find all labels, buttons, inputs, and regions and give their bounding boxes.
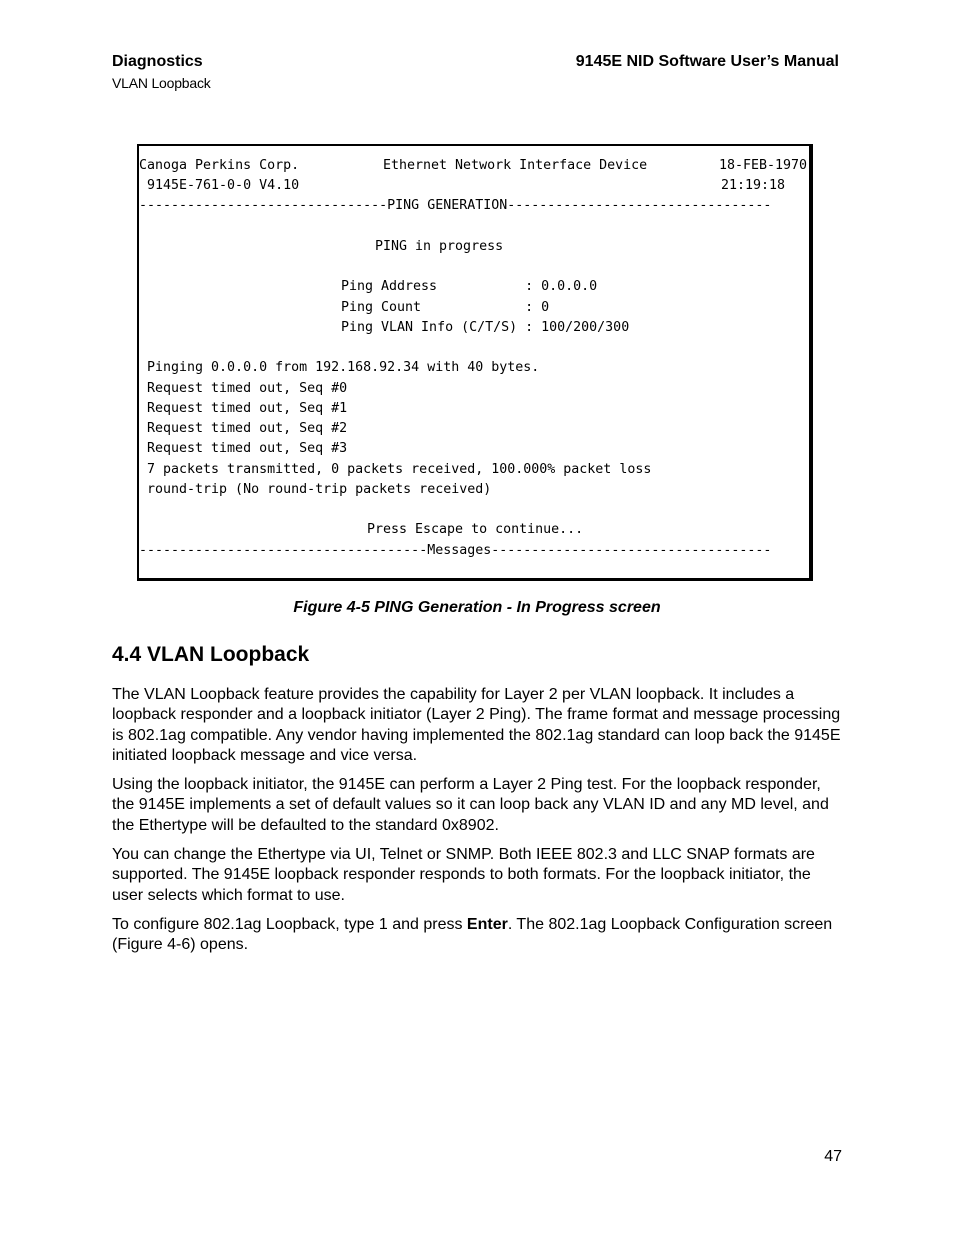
terminal-time: 21:19:18 — [721, 178, 786, 193]
terminal-section-divider: -------------------------------PING GENERATION--------------------------------- — [139, 198, 772, 213]
body-paragraph: You can change the Ethertype via UI, Telnet or SNMP. Both IEEE 802.3 and LLC SNAP formats are supported. The 9145E loopback responder responds to both formats. For the loopback initiator, the user selects which format to use. — [112, 846, 815, 904]
terminal-output-line: Request timed out, Seq #1 — [147, 401, 348, 416]
header-subsection-title: VLAN Loopback — [112, 75, 211, 91]
body-paragraph-enter — [112, 915, 842, 956]
terminal-screen — [137, 144, 813, 581]
header-section-title: Diagnostics — [112, 53, 203, 70]
terminal-output-line: Request timed out, Seq #3 — [147, 441, 348, 456]
paragraph-text: . The 802.1ag Loopback Configuration screen (Figure 4-6) opens. — [112, 916, 833, 954]
section-heading: 4.4 VLAN Loopback — [112, 643, 310, 666]
enter-key-term: Enter — [466, 916, 508, 933]
terminal-output-line: round-trip (No round-trip packets received) — [147, 482, 492, 497]
body-paragraph: Using the loopback initiator, the 9145E can perform a Layer 2 Ping test. For the loopback responder, the 9145E implements a set of default values so it can loop back any VLAN ID and any MD level, and the Ethertype will be defaulted to the standard 0x8902. — [112, 776, 829, 834]
terminal-ping-vlan: Ping VLAN Info (C/T/S) : 100/200/300 — [341, 320, 630, 335]
terminal-escape-prompt: Press Escape to continue... — [367, 522, 584, 537]
terminal-ping-address: Ping Address : 0.0.0.0 — [341, 279, 598, 294]
figure-caption: Figure 4-5 PING Generation - In Progress screen — [293, 599, 661, 616]
terminal-status: PING in progress — [375, 239, 504, 254]
terminal-company: Canoga Perkins Corp. — [139, 158, 300, 173]
terminal-output-line: Request timed out, Seq #0 — [147, 381, 348, 396]
page-header-left — [112, 52, 211, 93]
paragraph-text: To configure 802.1ag Loopback, type 1 and press — [112, 916, 467, 933]
terminal-output-line: Request timed out, Seq #2 — [147, 421, 348, 436]
terminal-model-version: 9145E-761-0-0 V4.10 — [147, 178, 300, 193]
terminal-messages-divider: ------------------------------------Messages----------------------------------- — [139, 543, 772, 558]
terminal-date: 18-FEB-1970 — [719, 158, 808, 173]
terminal-ping-count: Ping Count : 0 — [341, 300, 550, 315]
header-manual-title: 9145E NID Software User’s Manual — [575, 53, 839, 70]
body-paragraph: The VLAN Loopback feature provides the capability for Layer 2 per VLAN loopback. It includes a loopback responder and a loopback initiator (Layer 2 Ping). The frame format and message processing is 802.1ag compatible. Any vendor having implemented the 802.1ag standard can loop back the 9145E initiated loopback message and vice versa. — [112, 686, 841, 765]
terminal-device-title: Ethernet Network Interface Device — [383, 158, 648, 173]
page-number: 47 — [824, 1148, 842, 1165]
terminal-output-line: 7 packets transmitted, 0 packets received, 100.000% packet loss — [147, 462, 652, 477]
terminal-output-line: Pinging 0.0.0.0 from 192.168.92.34 with 40 bytes. — [147, 360, 540, 375]
